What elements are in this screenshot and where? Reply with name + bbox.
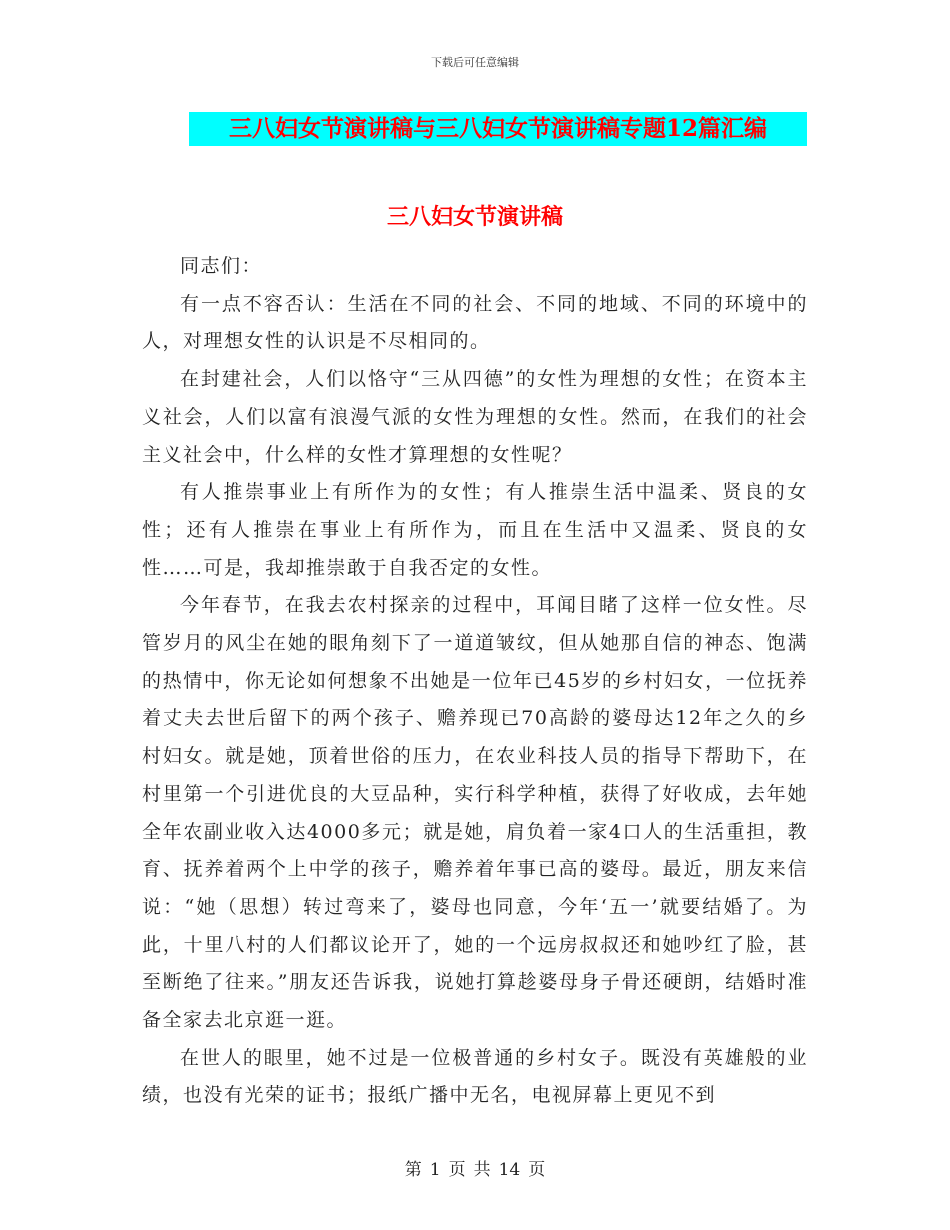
page-header-note: 下载后可任意编辑: [431, 56, 519, 69]
section-title: 三八妇女节演讲稿: [386, 204, 563, 230]
paragraph: 在世人的眼里，她不过是一位极普通的乡村女子。既没有英雄般的业绩，也没有光荣的证书；报纸广播中无名，电视屏幕上更见不到: [142, 1046, 808, 1107]
paragraph: 在封建社会，人们以恪守“三从四德”的女性为理想的女性；在资本主义社会，人们以富有浪漫气派的女性为理想的女性。然而，在我们的社会主义社会中，什么样的女性才算理想的女性呢？: [142, 368, 808, 466]
page-label: 页: [448, 1160, 466, 1180]
paragraph-salutation: 同志们：: [180, 255, 263, 277]
page-label-prefix: 第: [404, 1160, 422, 1180]
paragraph: 有人推崇事业上有所作为的女性；有人推崇生活中温柔、贤良的女性；还有人推崇在事业上有所作为，而且在生活中又温柔、贤良的女性……可是，我却推崇敢于自我否定的女性。: [142, 481, 808, 579]
paragraph: 有一点不容否认：生活在不同的社会、不同的地域、不同的环境中的人，对理想女性的认识是不尽相同的。: [142, 292, 808, 353]
page-footer: [0, 1155, 950, 1180]
document-title: 三八妇女节演讲稿与三八妇女节演讲稿专题12篇汇编: [189, 112, 807, 146]
total-label-prefix: 共: [473, 1160, 491, 1180]
total-label-suffix: 页: [528, 1160, 546, 1180]
total-pages: 14: [498, 1160, 521, 1180]
document-body: [142, 248, 808, 1115]
paragraph: 今年春节，在我去农村探亲的过程中，耳闻目睹了这样一位女性。尽管岁月的风尘在她的眼角刻下了一道道皱纹，但从她那自信的神态、饱满的热情中，你无论如何想象不出她是一位年已45岁的乡村妇女，一位抚养着丈夫去世后留下的两个孩子、赡养现已70高龄的婆母达12年之久的乡村妇女。就是她，顶着世俗的压力，在农业科技人员的指导下帮助下，在村里第一个引进优良的大豆品种，实行科学种植，获得了好收成，去年她全年农副业收入达4000多元；就是她，肩负着一家4口人的生活重担，教育、抚养着两个上中学的孩子，赡养着年事已高的婆母。最近，朋友来信说：“她（思想）转过弯来了，婆母也同意，今年‘五一’就要结婚了。为此，十里八村的人们都议论开了，她的一个远房叔叔还和她吵红了脸，甚至断绝了往来。”朋友还告诉我，说她打算趁婆母身子骨还硬朗，结婚时准备全家去北京逛一逛。: [142, 594, 808, 1032]
page-number: 1: [429, 1160, 441, 1180]
